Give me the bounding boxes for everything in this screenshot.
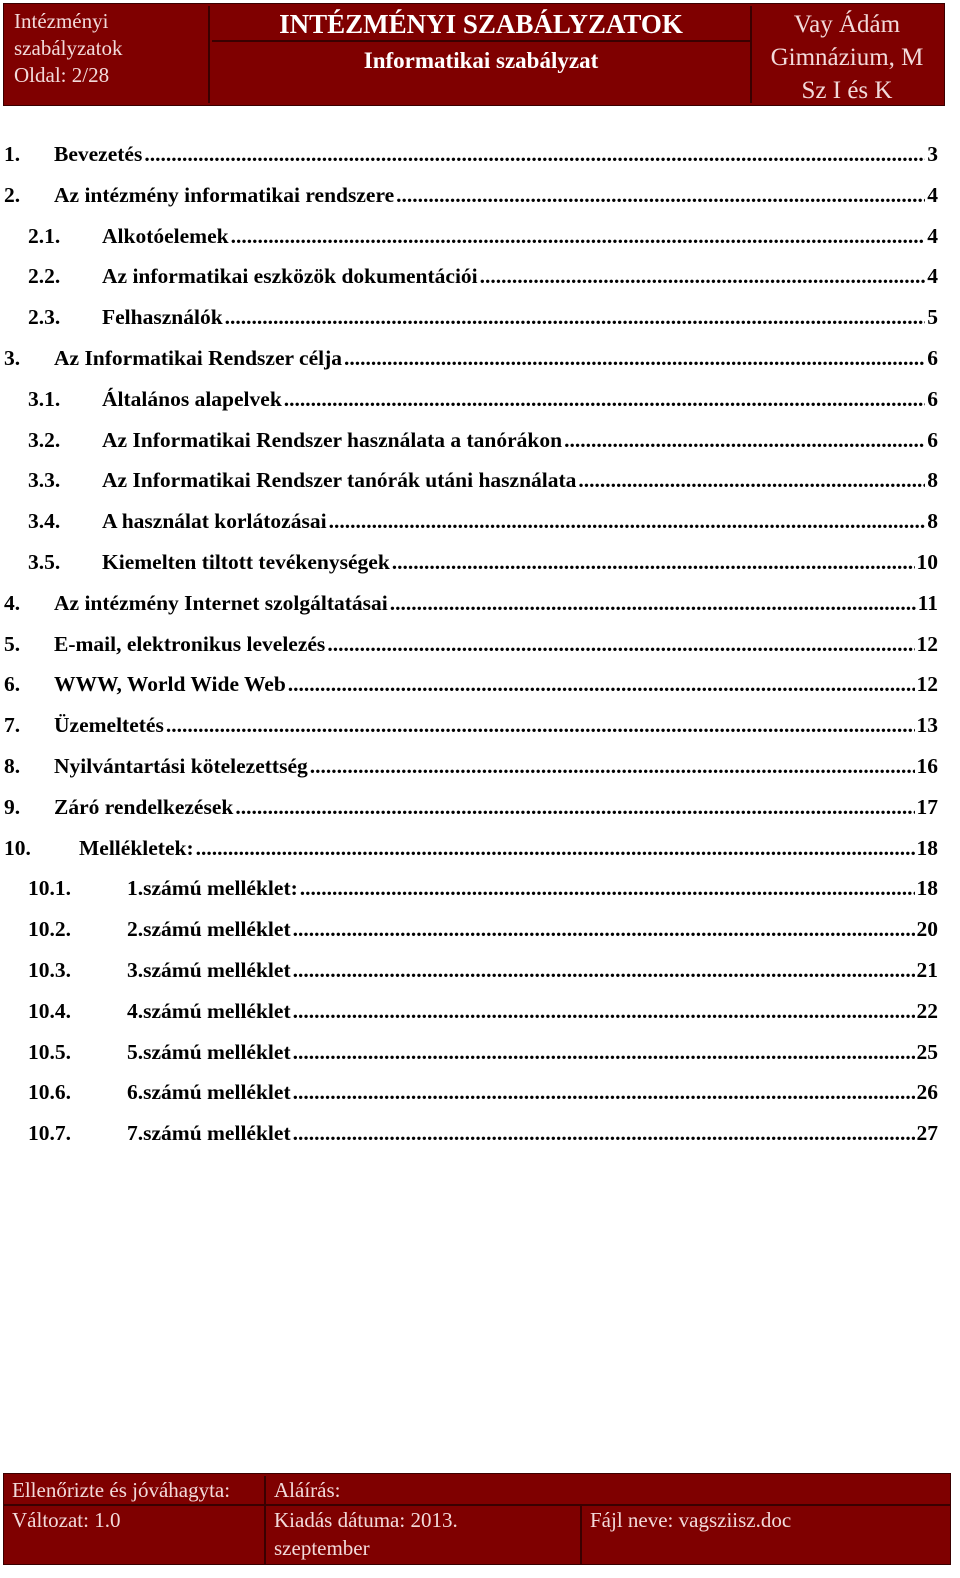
toc-entry[interactable] bbox=[4, 1080, 938, 1121]
toc-dot-leader bbox=[300, 876, 915, 901]
toc-entry[interactable] bbox=[4, 999, 938, 1040]
header-right-line1: Vay Ádám bbox=[793, 11, 901, 38]
toc-entry-number: 2. bbox=[4, 182, 21, 207]
toc-entry-title: Az Informatikai Rendszer tanórák utáni használata bbox=[102, 468, 577, 493]
toc-entry[interactable] bbox=[4, 183, 938, 224]
toc-entry-title: E-mail, elektronikus levelezés bbox=[54, 631, 326, 656]
toc-entry-title: WWW, World Wide Web bbox=[54, 672, 286, 697]
toc-entry-number: 3.1. bbox=[28, 386, 61, 411]
toc-entry-number: 1. bbox=[4, 142, 21, 166]
toc-entry[interactable] bbox=[4, 591, 938, 632]
toc-dot-leader bbox=[293, 958, 915, 983]
toc-entry-title: Az intézmény Internet szolgáltatásai bbox=[54, 590, 388, 615]
toc-dot-leader bbox=[480, 264, 926, 289]
footer-date-line1: Kiadás dátuma: 2013. bbox=[274, 1508, 458, 1532]
toc-dot-leader bbox=[310, 754, 915, 779]
toc-entry-title: A használat korlátozásai bbox=[102, 509, 327, 534]
header-page-indicator: Oldal: 2/28 bbox=[14, 63, 110, 87]
toc-entry-title: 3.számú melléklet bbox=[127, 957, 291, 982]
toc-entry-title: Felhasználók bbox=[102, 305, 223, 330]
toc-entry-page: 11 bbox=[917, 590, 938, 615]
toc-entry-page: 8 bbox=[927, 468, 938, 493]
toc-entry[interactable] bbox=[4, 958, 938, 999]
toc-entry-number: 10.6. bbox=[28, 1080, 71, 1105]
footer-version: Változat: 1.0 bbox=[4, 1506, 266, 1564]
toc-dot-leader bbox=[392, 550, 915, 575]
toc-entry-page: 26 bbox=[916, 1080, 938, 1105]
toc-dot-leader bbox=[284, 387, 925, 412]
header-right-line2: Gimnázium, M bbox=[770, 44, 924, 71]
toc-entry-title: Nyilvántartási kötelezettség bbox=[54, 753, 308, 778]
toc-dot-leader bbox=[293, 999, 915, 1024]
toc-entry-number: 10.4. bbox=[28, 998, 71, 1023]
toc-dot-leader bbox=[390, 591, 916, 616]
toc-entry-title: Alkotóelemek bbox=[102, 223, 229, 248]
toc-entry-page: 13 bbox=[916, 713, 938, 738]
toc-entry-page: 16 bbox=[916, 753, 938, 778]
toc-entry-title: 4.számú melléklet bbox=[127, 998, 291, 1023]
toc-entry[interactable] bbox=[4, 224, 938, 265]
toc-entry-number: 3.2. bbox=[28, 427, 61, 452]
toc-entry-number: 3. bbox=[4, 345, 21, 370]
toc-entry-number: 10.1. bbox=[28, 876, 71, 901]
toc-dot-leader bbox=[327, 632, 914, 657]
toc-dot-leader bbox=[293, 917, 915, 942]
toc-entry[interactable] bbox=[4, 428, 938, 469]
toc-entry-number: 3.4. bbox=[28, 509, 61, 534]
toc-dot-leader bbox=[288, 672, 915, 697]
header-institution bbox=[750, 6, 942, 103]
toc-entry[interactable] bbox=[4, 876, 938, 917]
toc-entry[interactable] bbox=[4, 468, 938, 509]
toc-entry-page: 4 bbox=[927, 264, 938, 289]
toc-entry-title: Az intézmény informatikai rendszere bbox=[54, 182, 395, 207]
toc-dot-leader bbox=[564, 428, 925, 453]
toc-entry[interactable] bbox=[4, 836, 938, 877]
toc-entry-page: 3 bbox=[927, 142, 938, 166]
toc-entry-number: 10.7. bbox=[28, 1121, 71, 1146]
toc-entry-title: Bevezetés bbox=[54, 142, 143, 166]
toc-entry-page: 18 bbox=[916, 835, 938, 860]
header-title: INTÉZMÉNYI SZABÁLYZATOK bbox=[212, 6, 750, 42]
toc-entry-page: 22 bbox=[916, 998, 938, 1023]
toc-entry[interactable] bbox=[4, 1040, 938, 1081]
footer-issue-date bbox=[266, 1506, 582, 1564]
toc-dot-leader bbox=[196, 836, 915, 861]
toc-entry-number: 2.3. bbox=[28, 305, 61, 330]
toc-dot-leader bbox=[293, 1121, 915, 1146]
toc-entry-number: 10.2. bbox=[28, 917, 71, 942]
toc-entry-number: 6. bbox=[4, 672, 21, 697]
toc-entry-number: 9. bbox=[4, 794, 21, 819]
toc-dot-leader bbox=[396, 183, 925, 208]
toc-dot-leader bbox=[225, 305, 926, 330]
toc-entry-number: 3.3. bbox=[28, 468, 61, 493]
toc-entry-page: 6 bbox=[927, 386, 938, 411]
toc-entry[interactable] bbox=[4, 713, 938, 754]
toc-entry[interactable] bbox=[4, 142, 938, 183]
toc-entry-page: 4 bbox=[927, 182, 938, 207]
header-doc-info bbox=[6, 6, 210, 103]
header-left-line1: Intézményi bbox=[14, 9, 109, 33]
toc-entry-title: Mellékletek: bbox=[79, 835, 194, 860]
toc-entry-number: 10.3. bbox=[28, 957, 71, 982]
toc-entry-page: 12 bbox=[916, 672, 938, 697]
toc-entry-title: 5.számú melléklet bbox=[127, 1039, 291, 1064]
toc-entry-page: 21 bbox=[916, 957, 938, 982]
toc-entry-page: 12 bbox=[916, 631, 938, 656]
footer-signature: Aláírás: bbox=[266, 1476, 950, 1506]
toc-dot-leader bbox=[578, 468, 925, 493]
footer-approved: Ellenőrizte és jóváhagyta: bbox=[4, 1476, 266, 1506]
toc-dot-leader bbox=[293, 1040, 915, 1065]
toc-entry[interactable] bbox=[4, 672, 938, 713]
toc-entry-page: 17 bbox=[916, 794, 938, 819]
toc-entry-number: 2.2. bbox=[28, 264, 61, 289]
toc-entry[interactable] bbox=[4, 264, 938, 305]
toc-entry[interactable] bbox=[4, 305, 938, 346]
toc-dot-leader bbox=[144, 142, 925, 167]
toc-dot-leader bbox=[329, 509, 926, 534]
toc-entry-page: 4 bbox=[927, 223, 938, 248]
header-right-line3: Sz I és K bbox=[801, 77, 893, 104]
toc-entry-number: 3.5. bbox=[28, 549, 61, 574]
toc-entry[interactable] bbox=[4, 509, 938, 550]
toc-entry-page: 6 bbox=[927, 345, 938, 370]
toc-entry-page: 5 bbox=[927, 305, 938, 330]
toc-entry-title: Kiemelten tiltott tevékenységek bbox=[102, 549, 390, 574]
toc-dot-leader bbox=[293, 1080, 915, 1105]
page-header bbox=[3, 3, 945, 106]
toc-entry-page: 27 bbox=[916, 1121, 938, 1146]
toc-entry-number: 7. bbox=[4, 713, 21, 738]
toc-entry[interactable] bbox=[4, 1121, 938, 1162]
toc-entry-title: 7.számú melléklet bbox=[127, 1121, 291, 1146]
toc-entry-title: Az Informatikai Rendszer célja bbox=[54, 345, 343, 370]
toc-entry-page: 18 bbox=[916, 876, 938, 901]
toc-entry[interactable] bbox=[4, 754, 938, 795]
toc-entry[interactable] bbox=[4, 632, 938, 673]
table-of-contents bbox=[4, 142, 938, 1162]
toc-entry-page: 25 bbox=[916, 1039, 938, 1064]
toc-entry[interactable] bbox=[4, 387, 938, 428]
toc-entry-title: Az informatikai eszközök dokumentációi bbox=[102, 264, 478, 289]
toc-entry-page: 8 bbox=[927, 509, 938, 534]
header-left-line2: szabályzatok bbox=[14, 36, 123, 60]
toc-entry-page: 10 bbox=[916, 549, 938, 574]
toc-entry-title: Az Informatikai Rendszer használata a tanórákon bbox=[102, 427, 563, 452]
toc-dot-leader bbox=[231, 224, 926, 249]
toc-entry[interactable] bbox=[4, 346, 938, 387]
toc-dot-leader bbox=[166, 713, 915, 738]
toc-entry-title: Záró rendelkezések bbox=[54, 794, 234, 819]
toc-entry-title: 2.számú melléklet bbox=[127, 917, 291, 942]
toc-entry[interactable] bbox=[4, 550, 938, 591]
toc-entry-page: 20 bbox=[916, 917, 938, 942]
toc-entry[interactable] bbox=[4, 917, 938, 958]
page-footer bbox=[3, 1473, 951, 1565]
toc-entry-number: 2.1. bbox=[28, 223, 61, 248]
toc-entry-number: 10.5. bbox=[28, 1039, 71, 1064]
footer-date-line2: szeptember bbox=[274, 1536, 370, 1560]
toc-entry-page: 6 bbox=[927, 427, 938, 452]
toc-entry-number: 10. bbox=[4, 835, 31, 860]
header-subtitle: Informatikai szabályzat bbox=[363, 48, 599, 73]
toc-entry[interactable] bbox=[4, 795, 938, 836]
toc-entry-title: Üzemeltetés bbox=[54, 713, 164, 738]
toc-dot-leader bbox=[344, 346, 925, 371]
toc-entry-title: 6.számú melléklet bbox=[127, 1080, 291, 1105]
toc-dot-leader bbox=[235, 795, 914, 820]
toc-entry-title: Általános alapelvek bbox=[102, 386, 282, 411]
footer-file-name: Fájl neve: vagsziisz.doc bbox=[590, 1508, 792, 1532]
toc-entry-number: 4. bbox=[4, 590, 21, 615]
toc-entry-title: 1.számú melléklet: bbox=[127, 876, 298, 901]
toc-entry-number: 5. bbox=[4, 631, 21, 656]
toc-entry-number: 8. bbox=[4, 753, 21, 778]
